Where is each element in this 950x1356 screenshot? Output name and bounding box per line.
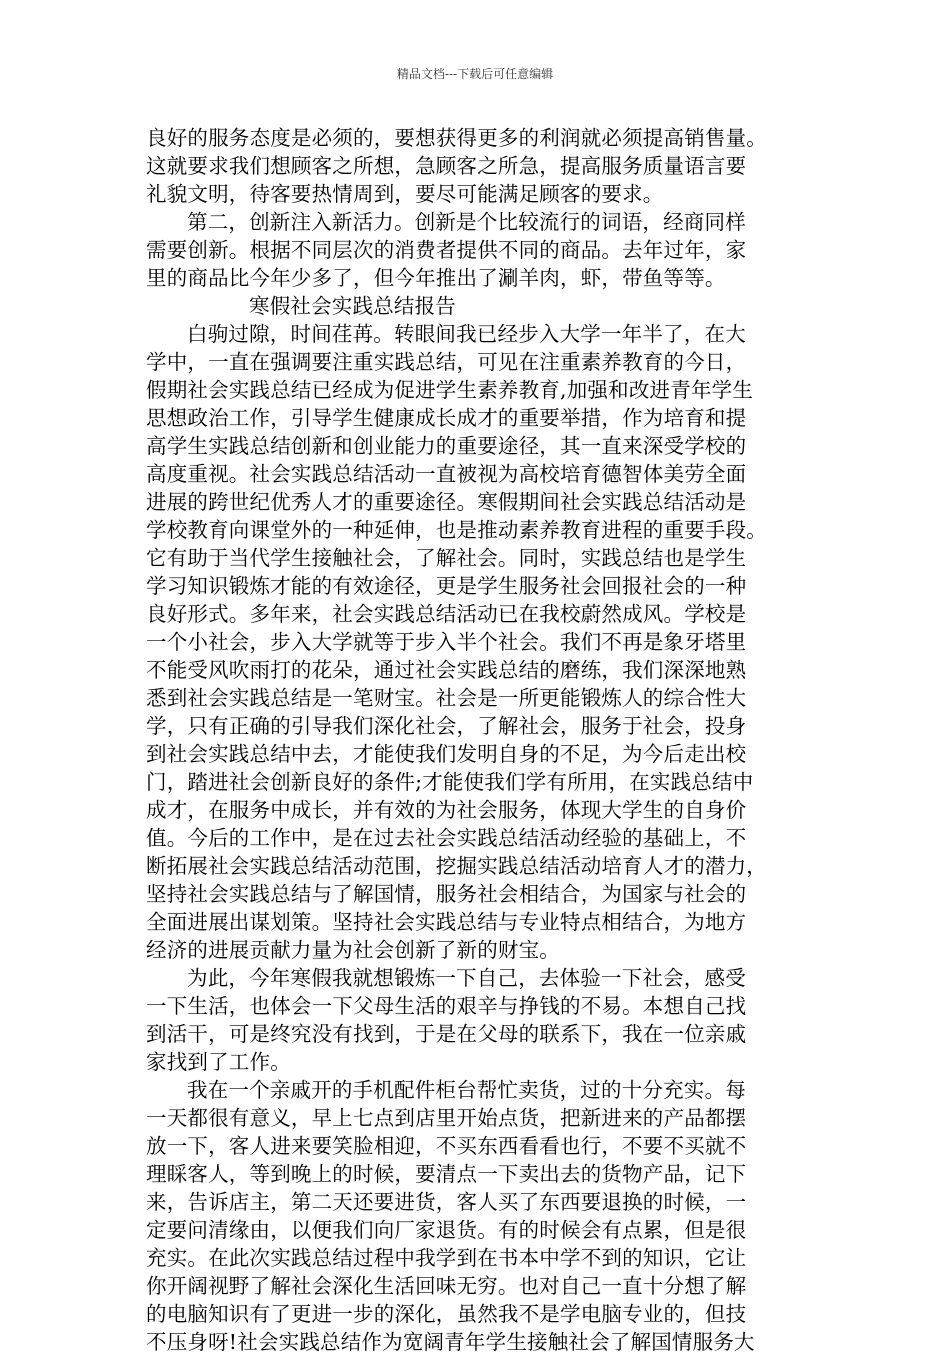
text-line: 思想政治工作，引导学生健康成长成才的重要举措，作为培育和提 bbox=[146, 406, 747, 430]
text-line: 经济的进展贡献力量为社会创新了新的财宝。 bbox=[146, 938, 560, 962]
text-line: 这就要求我们想顾客之所想，急顾客之所急，提高服务质量语言要 bbox=[146, 154, 747, 178]
text-line: 坚持社会实践总结与了解国情，服务社会相结合，为国家与社会的 bbox=[146, 882, 747, 906]
text-line: 里的商品比今年少多了，但今年推出了涮羊肉，虾，带鱼等等。 bbox=[146, 266, 726, 290]
text-line: 良好形式。多年来，社会实践总结活动已在我校蔚然成风。学校是 bbox=[146, 602, 747, 626]
text-line: 到社会实践总结中去，才能使我们发明自身的不足，为今后走出校 bbox=[146, 742, 747, 766]
text-line: 门，踏进社会创新良好的条件;才能使我们学有所用，在实践总结中 bbox=[146, 770, 754, 794]
text-line: 一下生活，也体会一下父母生活的艰辛与挣钱的不易。本想自己找 bbox=[146, 994, 747, 1018]
text-line: 理睬客人，等到晚上的时候，要清点一下卖出去的货物产品，记下 bbox=[146, 1162, 747, 1186]
text-line: 白驹过隙，时间荏苒。转眼间我已经步入大学一年半了，在大 bbox=[187, 322, 746, 346]
text-line: 一个小社会，步入大学就等于步入半个社会。我们不再是象牙塔里 bbox=[146, 630, 747, 654]
text-line: 全面进展出谋划策。坚持社会实践总结与专业特点相结合，为地方 bbox=[146, 910, 747, 934]
text-line: 学，只有正确的引导我们深化社会，了解社会，服务于社会，投身 bbox=[146, 714, 747, 738]
text-line: 礼貌文明，待客要热情周到，要尽可能满足顾客的要求。 bbox=[146, 182, 664, 206]
text-line: 需要创新。根据不同层次的消费者提供不同的商品。去年过年，家 bbox=[146, 238, 747, 262]
text-line: 你开阔视野了解社会深化生活回味无穷。也对自己一直十分想了解 bbox=[146, 1274, 747, 1298]
text-line: 为此，今年寒假我就想锻炼一下自己，去体验一下社会，感受 bbox=[187, 966, 746, 990]
text-line: 进展的跨世纪优秀人才的重要途径。寒假期间社会实践总结活动是 bbox=[146, 490, 747, 514]
text-line: 良好的服务态度是必须的，要想获得更多的利润就必须提高销售量。 bbox=[146, 126, 767, 150]
text-line: 的电脑知识有了更进一步的深化，虽然我不是学电脑专业的，但技 bbox=[146, 1302, 747, 1326]
text-line: 学习知识锻炼才能的有效途径，更是学生服务社会回报社会的一种 bbox=[146, 574, 747, 598]
text-line: 高度重视。社会实践总结活动一直被视为高校培育德智体美劳全面 bbox=[146, 462, 747, 486]
text-line: 放一下，客人进来要笑脸相迎，不买东西看看也行，不要不买就不 bbox=[146, 1134, 747, 1158]
text-line: 定要问清缘由，以便我们向厂家退货。有的时候会有点累，但是很 bbox=[146, 1218, 747, 1242]
document-body bbox=[146, 124, 816, 1356]
text-line: 不压身呀!社会实践总结作为宽阔青年学生接触社会了解国情服务大 bbox=[146, 1330, 755, 1354]
text-line: 一天都很有意义，早上七点到店里开始点货，把新进来的产品都摆 bbox=[146, 1106, 747, 1130]
text-line: 第二，创新注入新活力。创新是个比较流行的词语，经商同样 bbox=[187, 210, 746, 234]
text-line: 我在一个亲戚开的手机配件柜台帮忙卖货，过的十分充实。每 bbox=[187, 1078, 746, 1102]
text-line: 来，告诉店主，第二天还要进货，客人买了东西要退换的时候，一 bbox=[146, 1190, 747, 1214]
text-line: 假期社会实践总结已经成为促进学生素养教育,加强和改进青年学生 bbox=[146, 378, 754, 402]
text-line: 到活干，可是终究没有找到，于是在父母的联系下，我在一位亲戚 bbox=[146, 1022, 747, 1046]
section-title: 寒假社会实践总结报告 bbox=[249, 294, 456, 318]
text-line: 充实。在此次实践总结过程中我学到在书本中学不到的知识，它让 bbox=[146, 1246, 747, 1270]
text-line: 成才，在服务中成长，并有效的为社会服务，体现大学生的自身价 bbox=[146, 798, 747, 822]
text-line: 它有助于当代学生接触社会，了解社会。同时，实践总结也是学生 bbox=[146, 546, 747, 570]
page-header: 精品文档---下载后可任意编辑 bbox=[396, 67, 554, 81]
text-line: 值。今后的工作中，是在过去社会实践总结活动经验的基础上，不 bbox=[146, 826, 747, 850]
text-line: 悉到社会实践总结是一笔财宝。社会是一所更能锻炼人的综合性大 bbox=[146, 686, 747, 710]
text-line: 断拓展社会实践总结活动范围，挖掘实践总结活动培育人才的潜力， bbox=[146, 854, 767, 878]
text-line: 学中，一直在强调要注重实践总结，可见在注重素养教育的今日， bbox=[146, 350, 747, 374]
text-line: 高学生实践总结创新和创业能力的重要途径，其一直来深受学校的 bbox=[146, 434, 747, 458]
text-line: 家找到了工作。 bbox=[146, 1050, 291, 1074]
text-line: 不能受风吹雨打的花朵，通过社会实践总结的磨练，我们深深地熟 bbox=[146, 658, 747, 682]
text-line: 学校教育向课堂外的一种延伸，也是推动素养教育进程的重要手段。 bbox=[146, 518, 767, 542]
